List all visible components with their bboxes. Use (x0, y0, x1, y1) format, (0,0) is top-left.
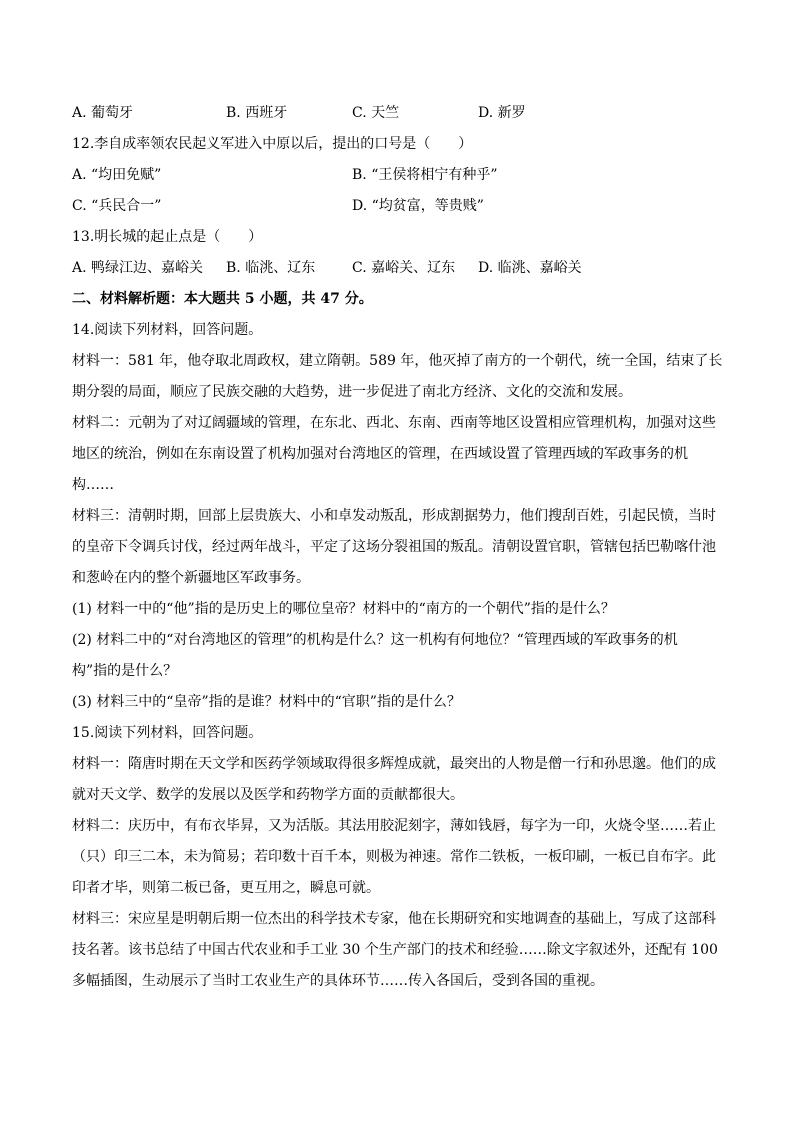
q13-option-d: D. 临洮、嘉峪关 (478, 260, 582, 276)
q15-material-2-line: 印者才毕，则第二板已备，更互用之，瞬息可就。 (72, 880, 380, 896)
q14-material-2-line: 材料二：元朝为了对辽阔疆域的管理，在东北、西北、东南、西南等地区设置相应管理机构，加强对这些 (72, 415, 716, 431)
q14-subquestion-2: 构”指的是什么？ (72, 663, 178, 679)
q14-material-3-line: 材料三：清朝时期，回部上层贵族大、小和卓发动叛乱，形成割据势力，他们搜刮百姓，引起民愤，当时 (72, 508, 716, 524)
q12-option-b: B. “王侯将相宁有种乎” (352, 167, 498, 183)
q14-material-2-line: 地区的统治，例如在东南设置了机构加强对台湾地区的管理，在西域设置了管理西域的军政事务的机 (72, 446, 688, 462)
q12-stem: 12.李自成率领农民起义军进入中原以后，提出的口号是（ ） (72, 136, 473, 152)
q13-stem: 13.明长城的起止点是（ ） (72, 229, 263, 245)
q14-material-3-line: 的皇帝下令调兵讨伐，经过两年战斗，平定了这场分裂祖国的叛乱。清朝设置官职，管辖包括巴勒喀什池 (72, 539, 716, 555)
q15-material-3-line: 多幅插图，生动展示了当时工农业生产的具体环节……传入各国后，受到各国的重视。 (72, 973, 604, 989)
q14-stem: 14.阅读下列材料，回答问题。 (72, 322, 263, 338)
q13-option-a: A. 鸭绿江边、嘉峪关 (72, 260, 204, 276)
q12-option-a: A. “均田免赋” (72, 167, 162, 183)
q14-material-1-line: 材料一：581 年，他夺取北周政权，建立隋朝。589 年，他灭掉了南方的一个朝代，统一全国，结束了长 (72, 353, 723, 369)
q12-option-d: D. “均贫富，等贵贱” (352, 198, 484, 214)
q15-material-1-line: 材料一：隋唐时期在天文学和医药学领域取得很多辉煌成就，最突出的人物是僧一行和孙思邈。他们的成 (72, 756, 716, 772)
q15-material-2-line: 材料二：庆历中，有布衣毕昇，又为活版。其法用胶泥刻字，薄如钱唇，每字为一印，火烧令坚……若止 (72, 818, 716, 834)
q12-option-c: C. “兵民合一” (72, 198, 162, 214)
q11-option-b: B. 西班牙 (226, 105, 288, 121)
q13-option-c: C. 嘉峪关、辽东 (352, 260, 456, 276)
q14-subquestion-2: (2) 材料二中的“对台湾地区的管理”的机构是什么？这一机构有何地位？“管理西域的军政事务的机 (72, 632, 678, 648)
q15-material-3-line: 材料三：宋应星是明朝后期一位杰出的科学技术专家，他在长期研究和实地调查的基础上，写成了这部科 (72, 911, 716, 927)
q14-material-1-line: 期分裂的局面，顺应了民族交融的大趋势，进一步促进了南北方经济、文化的交流和发展。 (72, 384, 632, 400)
q14-material-3-line: 和葱岭在内的整个新疆地区军政事务。 (72, 570, 310, 586)
q11-option-c: C. 天竺 (352, 105, 400, 121)
q11-option-d: D. 新罗 (478, 105, 526, 121)
section-heading: 二、材料解析题：本大题共 5 小题，共 47 分。 (72, 291, 373, 307)
q11-option-a: A. 葡萄牙 (72, 105, 134, 121)
q15-material-1-line: 就对天文学、数学的发展以及医学和药物学方面的贡献都很大。 (72, 787, 464, 803)
q15-material-3-line: 技名著。该书总结了中国古代农业和手工业 30 个生产部门的技术和经验……除文字叙述外，还配有 100 (72, 942, 718, 958)
q14-material-2-line: 构…… (72, 477, 114, 493)
q15-stem: 15.阅读下列材料，回答问题。 (72, 725, 263, 741)
q14-subquestion-1: (1) 材料一中的“他”指的是历史上的哪位皇帝？材料中的“南方的一个朝代”指的是什么？ (72, 601, 615, 617)
q15-material-2-line: （只）印三二本，未为简易；若印数十百千本，则极为神速。常作二铁板，一板印刷，一板已自布字。此 (72, 849, 716, 865)
q14-subquestion-3: (3) 材料三中的“皇帝”指的是谁？材料中的“官职”指的是什么？ (72, 694, 461, 710)
q13-option-b: B. 临洮、辽东 (226, 260, 316, 276)
